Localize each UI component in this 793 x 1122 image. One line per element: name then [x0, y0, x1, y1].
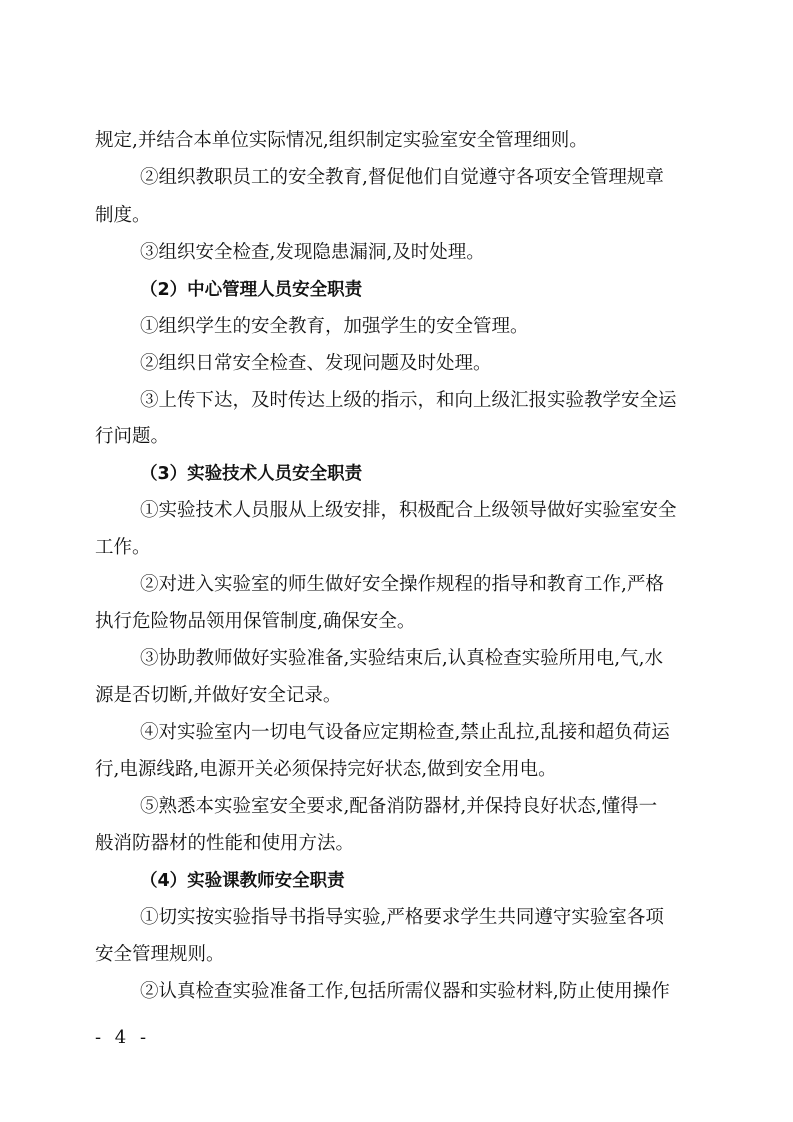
text-line: 般消防器材的性能和使用方法。: [95, 833, 355, 854]
text-line: ②认真检查实验准备工作,包括所需仪器和实验材料,防止使用操作: [140, 981, 670, 1002]
text-line: ①切实按实验指导书指导实验,严格要求学生共同遵守实验室各项: [140, 907, 664, 928]
section-heading: （3）实验技术人员安全职责: [140, 464, 363, 484]
text-line: 行问题。: [95, 426, 170, 447]
text-line: ③上传下达，及时传达上级的指示，和向上级汇报实验教学安全运: [140, 390, 677, 411]
text-line: ②组织教职员工的安全教育,督促他们自觉遵守各项安全管理规章: [140, 167, 664, 188]
text-line: 规定,并结合本单位实际情况,组织制定实验室安全管理细则。: [95, 130, 588, 151]
text-line: ④对实验室内一切电气设备应定期检查,禁止乱拉,乱接和超负荷运: [140, 722, 670, 743]
text-line: ⑤熟悉本实验室安全要求,配备消防器材,并保持良好状态,懂得一: [140, 796, 658, 817]
section-heading: （4）实验课教师安全职责: [140, 871, 345, 891]
text-line: ②组织日常安全检查、发现问题及时处理。: [140, 353, 492, 374]
text-line: 安全管理规则。: [95, 944, 225, 965]
text-line: 制度。: [95, 205, 151, 226]
section-heading: （2）中心管理人员安全职责: [140, 280, 363, 300]
text-line: 执行危险物品领用保管制度,确保安全。: [95, 611, 416, 632]
text-line: ②对进入实验室的师生做好安全操作规程的指导和教育工作,严格: [140, 574, 664, 595]
text-line: 工作。: [95, 537, 151, 558]
text-line: ①组织学生的安全教育，加强学生的安全管理。: [140, 316, 529, 337]
text-line: ③协助教师做好实验准备,实验结束后,认真检查实验所用电,气,水: [140, 648, 664, 669]
text-line: ①实验技术人员服从上级安排，积极配合上级领导做好实验室安全: [140, 500, 677, 521]
text-line: 源是否切断,并做好安全记录。: [95, 685, 342, 706]
text-line: 行,电源线路,电源开关必须保持完好状态,做到安全用电。: [95, 759, 557, 780]
text-line: ③组织安全检查,发现隐患漏洞,及时处理。: [140, 242, 485, 263]
page-number: - 4 -: [95, 1027, 151, 1048]
